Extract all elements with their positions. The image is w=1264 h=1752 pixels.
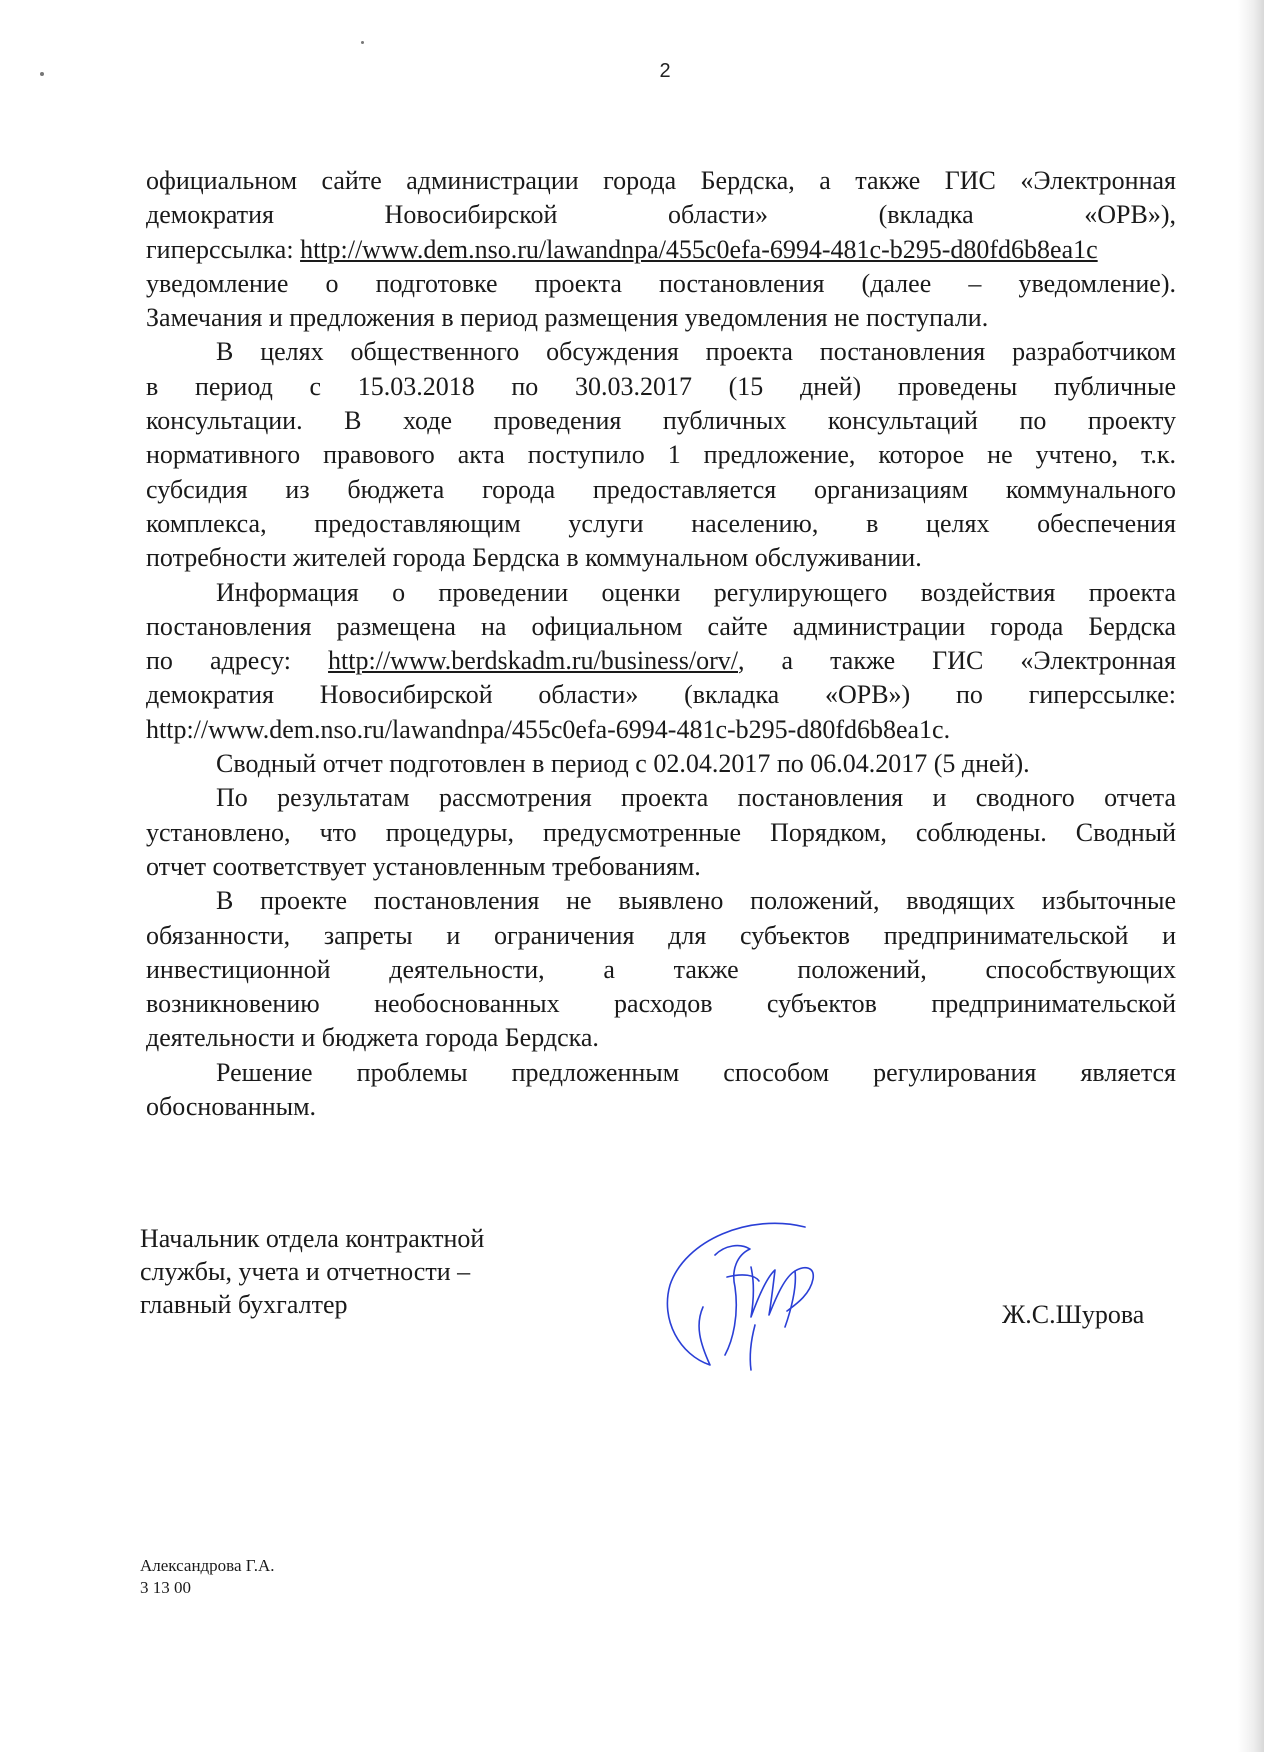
text-line: обоснованным.: [146, 1092, 317, 1122]
text-line: обязанности, запреты и ограничения для субъектов предпринимательской и: [146, 920, 1176, 950]
text-line: возникновению необоснованных расходов субъектов предпринимательской: [146, 989, 1176, 1019]
signatory-name: Ж.С.Шурова: [1002, 1300, 1145, 1329]
text-line: Замечания и предложения в период размещения уведомления не поступали.: [146, 303, 989, 333]
text-line: в период с 15.03.2018 по 30.03.2017 (15 дней) проведены публичные: [146, 371, 1176, 401]
paragraph: [146, 335, 1176, 575]
text-line: инвестиционной деятельности, а также положений, способствующих: [146, 954, 1176, 984]
signatory-position: [140, 1222, 484, 1321]
scan-edge-shadow: [1238, 0, 1264, 1752]
text-line: Решение проблемы предложенным способом регулирования является: [216, 1057, 1176, 1087]
text-line: нормативного правового акта поступило 1 предложение, которое не учтено, т.к.: [146, 440, 1176, 470]
text-line: http://www.dem.nso.ru/lawandnpa/455c0efa-6994-481c-b295-d80fd6b8ea1c.: [146, 714, 951, 744]
text-line: установлено, что процедуры, предусмотренные Порядком, соблюдены. Сводный: [146, 817, 1176, 847]
text-line: деятельности и бюджета города Бердска.: [146, 1023, 599, 1053]
text-line: комплекса, предоставляющим услуги населению, в целях обеспечения: [146, 508, 1176, 538]
berdskadm-link[interactable]: http://www.berdskadm.ru/business/orv/: [328, 646, 738, 676]
paragraph: [146, 164, 1176, 335]
paragraph: [146, 781, 1176, 884]
position-line: службы, учета и отчетности –: [140, 1257, 471, 1286]
text-line: постановления размещена на официальном сайте администрации города Бердска: [146, 611, 1176, 641]
paragraph: [146, 884, 1176, 1055]
text-line: официальном сайте администрации города Бердска, а также ГИС «Электронная: [146, 166, 1176, 195]
text-line: демократия Новосибирской области» (вкладка «ОРВ»),: [146, 200, 1176, 230]
document-body: [146, 164, 1176, 1124]
text-line: гиперссылка: http://www.dem.nso.ru/lawandnpa/455c0efa-6994-481c-b295-d80fd6b8ea1c: [146, 234, 1098, 264]
scan-speck: [361, 41, 364, 44]
text-line: субсидия из бюджета города предоставляется организациям коммунального: [146, 474, 1176, 504]
text-line: по адресу: http://www.berdskadm.ru/business/orv/, а также ГИС «Электронная: [146, 646, 1176, 676]
paragraph: [146, 1056, 1176, 1125]
author-name: Александрова Г.А.: [140, 1556, 275, 1575]
text-line: отчет соответствует установленным требованиям.: [146, 851, 701, 881]
text-line: консультации. В ходе проведения публичных консультаций по проекту: [146, 406, 1176, 436]
paragraph: [146, 747, 1176, 781]
text-line: потребности жителей города Бердска в коммунальном обслуживании.: [146, 543, 922, 573]
author-block: [140, 1555, 274, 1599]
text-line: Информация о проведении оценки регулирующего воздействия проекта: [216, 577, 1176, 607]
position-line: главный бухгалтер: [140, 1290, 348, 1319]
text-line: В целях общественного обсуждения проекта постановления разработчиком: [216, 337, 1176, 367]
text-line: уведомление о подготовке проекта постановления (далее – уведомление).: [146, 268, 1176, 298]
text-line: Сводный отчет подготовлен в период с 02.04.2017 по 06.04.2017 (5 дней).: [216, 749, 1030, 779]
paragraph: [146, 576, 1176, 747]
page-number: 2: [659, 60, 671, 82]
text-line: По результатам рассмотрения проекта постановления и сводного отчета: [216, 783, 1176, 813]
text-line: демократия Новосибирской области» (вкладка «ОРВ») по гиперссылке:: [146, 680, 1176, 710]
dem-nso-link[interactable]: http://www.dem.nso.ru/lawandnpa/455c0efa-6994-481c-b295-d80fd6b8ea1c: [300, 234, 1098, 264]
text-line: В проекте постановления не выявлено положений, вводящих избыточные: [216, 886, 1176, 916]
handwritten-signature: [655, 1215, 855, 1375]
author-phone: 3 13 00: [140, 1578, 191, 1597]
position-line: Начальник отдела контрактной: [140, 1224, 485, 1253]
